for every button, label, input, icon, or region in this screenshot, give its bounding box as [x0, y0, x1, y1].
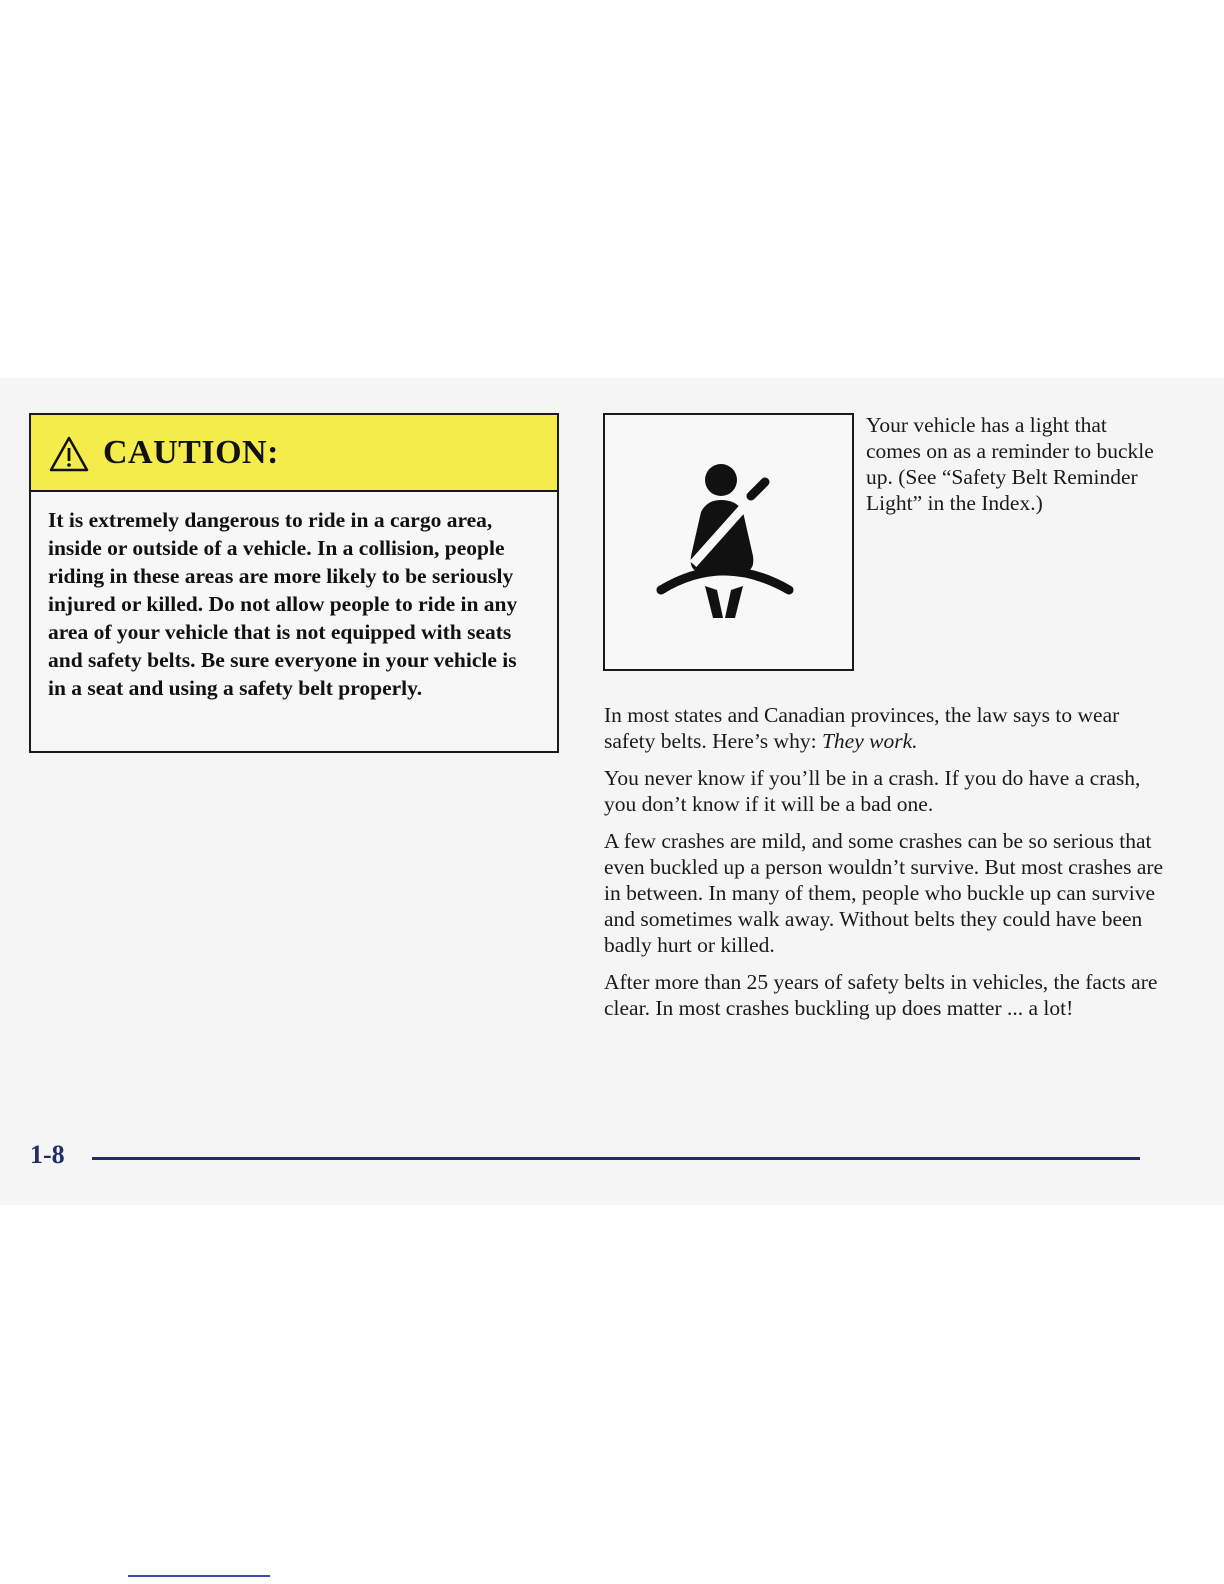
- page-number: 1-8: [30, 1140, 65, 1169]
- bottom-rule: [128, 1575, 270, 1577]
- paragraph-facts: After more than 25 years of safety belts in vehicles, the facts are clear. In most crashes buckling up does matter ... a lot!: [604, 970, 1158, 1020]
- body-text: [604, 702, 1164, 1032]
- caution-box: [29, 413, 559, 753]
- caution-title: CAUTION:: [103, 433, 279, 471]
- seat-belt-reminder-icon: [653, 460, 803, 630]
- paragraph-law-lead: In most states and Canadian provinces, the law says to wear safety belts. Here’s why:: [604, 703, 1120, 753]
- paragraph-crash: You never know if you’ll be in a crash. If you do have a crash, you don’t know if it will be a bad one.: [604, 766, 1141, 816]
- caution-header: [31, 415, 557, 492]
- footer-rule: [92, 1157, 1140, 1160]
- warning-triangle-icon: [49, 436, 89, 472]
- paragraph-crash-severity: A few crashes are mild, and some crashes can be so serious that even buckled up a person wouldn’t survive. But most crashes are in between. In many of them, people who buckle up can survive and sometimes walk away. Without belts they could have been badly hurt or killed.: [604, 829, 1164, 957]
- paragraph-law-emphasis: They work.: [821, 729, 918, 753]
- paragraph-law: [604, 702, 1164, 754]
- seat-belt-icon-box: [603, 413, 854, 671]
- reminder-text: Your vehicle has a light that comes on as a reminder to buckle up. (See “Safety Belt Reminder Light” in the Index.): [866, 413, 1154, 515]
- caution-text: It is extremely dangerous to ride in a cargo area, inside or outside of a vehicle. In a collision, people riding in these areas are more likely to be seriously injured or killed. Do not allow people to ride in any area of your vehicle that is not equipped with seats and safety belts. Be sure everyone in your vehicle is in a seat and using a safety belt properly.: [48, 508, 518, 700]
